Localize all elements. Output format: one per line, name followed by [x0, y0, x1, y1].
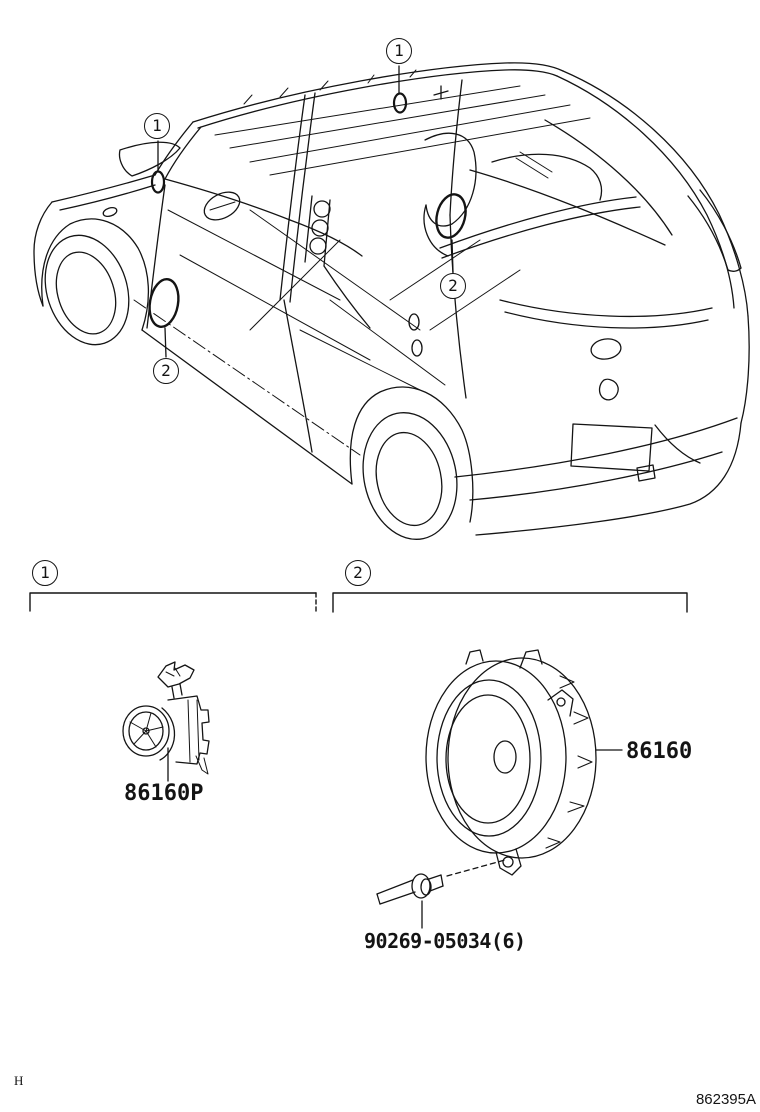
- speaker-location-marks: [146, 66, 470, 357]
- section-number: 1: [40, 563, 50, 582]
- part-number-tweeter: 86160P: [124, 781, 204, 806]
- callout-number: 2: [448, 276, 458, 295]
- vehicle-callout-1-left: [144, 113, 170, 139]
- vehicle-callout-2-left: [153, 358, 179, 384]
- door-speaker-art: [426, 650, 622, 875]
- vehicle-callout-1-right: [386, 38, 412, 64]
- vehicle-callout-2-right: [440, 273, 466, 299]
- section-1-badge: [32, 560, 58, 586]
- section-brackets: [30, 593, 687, 612]
- tweeter-speaker-art: [123, 662, 209, 781]
- corner-mark: H: [14, 1073, 24, 1088]
- figure-code: 862395A: [695, 1091, 756, 1108]
- section-number: 2: [353, 563, 363, 582]
- callout-number: 2: [161, 361, 171, 380]
- section-2-badge: [345, 560, 371, 586]
- vehicle-line-art: [32, 63, 750, 548]
- callout-number: 1: [152, 116, 162, 135]
- part-number-screw: 90269-05034(6): [364, 929, 526, 953]
- callout-number: 1: [394, 41, 404, 60]
- mounting-screw-art: [377, 860, 505, 928]
- part-number-door-speaker: 86160: [626, 739, 693, 764]
